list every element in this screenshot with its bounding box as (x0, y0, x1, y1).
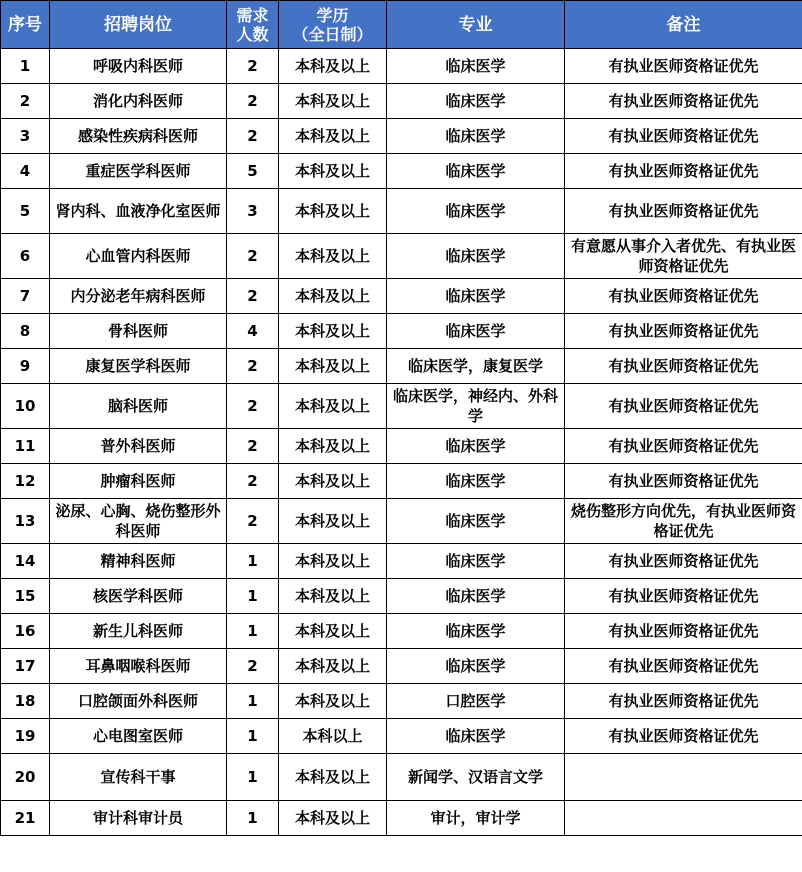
cell-position: 消化内科医师 (50, 84, 227, 119)
cell-education: 本科及以上 (279, 349, 387, 384)
cell-index: 17 (1, 649, 50, 684)
table-row (1, 119, 802, 154)
cell-notes: 有执业医师资格证优先 (565, 384, 802, 429)
table-row (1, 684, 802, 719)
cell-count: 2 (227, 349, 279, 384)
cell-notes: 有执业医师资格证优先 (565, 119, 802, 154)
table-row (1, 464, 802, 499)
cell-notes: 有执业医师资格证优先 (565, 429, 802, 464)
cell-notes: 有执业医师资格证优先 (565, 349, 802, 384)
header-education-line2: （全日制） (292, 24, 373, 44)
cell-count: 1 (227, 754, 279, 801)
table-row (1, 49, 802, 84)
cell-index: 9 (1, 349, 50, 384)
cell-major: 临床医学 (387, 614, 565, 649)
cell-position: 肾内科、血液净化室医师 (50, 189, 227, 234)
cell-education: 本科及以上 (279, 84, 387, 119)
header-education-line1: 学历 (316, 5, 349, 25)
cell-notes: 有执业医师资格证优先 (565, 279, 802, 314)
cell-major: 临床医学 (387, 119, 565, 154)
header-count-line1: 需求 (236, 5, 269, 25)
cell-major: 临床医学 (387, 84, 565, 119)
table-body (1, 49, 802, 836)
cell-index: 7 (1, 279, 50, 314)
cell-education: 本科及以上 (279, 234, 387, 279)
table-row (1, 499, 802, 544)
cell-index: 14 (1, 544, 50, 579)
cell-education: 本科及以上 (279, 649, 387, 684)
cell-position: 精神科医师 (50, 544, 227, 579)
cell-position: 康复医学科医师 (50, 349, 227, 384)
cell-notes (565, 801, 802, 836)
cell-education: 本科及以上 (279, 614, 387, 649)
header-major: 专业 (387, 1, 565, 49)
table-header (1, 1, 802, 49)
cell-major: 临床医学 (387, 314, 565, 349)
cell-count: 2 (227, 499, 279, 544)
cell-education: 本科及以上 (279, 49, 387, 84)
header-row (1, 1, 802, 49)
cell-count: 2 (227, 234, 279, 279)
cell-position: 新生儿科医师 (50, 614, 227, 649)
cell-education: 本科及以上 (279, 154, 387, 189)
header-education (279, 1, 387, 49)
cell-index: 16 (1, 614, 50, 649)
cell-education: 本科及以上 (279, 801, 387, 836)
cell-notes: 有执业医师资格证优先 (565, 684, 802, 719)
cell-notes: 有执业医师资格证优先 (565, 189, 802, 234)
cell-index: 1 (1, 49, 50, 84)
cell-count: 2 (227, 49, 279, 84)
cell-education: 本科及以上 (279, 189, 387, 234)
table-row (1, 84, 802, 119)
cell-count: 1 (227, 684, 279, 719)
cell-education: 本科及以上 (279, 544, 387, 579)
cell-index: 4 (1, 154, 50, 189)
cell-position: 心血管内科医师 (50, 234, 227, 279)
cell-position: 骨科医师 (50, 314, 227, 349)
cell-notes: 有执业医师资格证优先 (565, 49, 802, 84)
cell-notes: 有执业医师资格证优先 (565, 579, 802, 614)
cell-position: 泌尿、心胸、烧伤整形外科医师 (50, 499, 227, 544)
cell-major: 临床医学 (387, 464, 565, 499)
cell-index: 19 (1, 719, 50, 754)
cell-major: 临床医学，神经内、外科学 (387, 384, 565, 429)
table-row (1, 754, 802, 801)
cell-index: 11 (1, 429, 50, 464)
cell-index: 12 (1, 464, 50, 499)
cell-position: 脑科医师 (50, 384, 227, 429)
cell-education: 本科及以上 (279, 279, 387, 314)
table-row (1, 314, 802, 349)
cell-major: 临床医学 (387, 189, 565, 234)
table-row (1, 719, 802, 754)
cell-major: 临床医学 (387, 499, 565, 544)
cell-position: 普外科医师 (50, 429, 227, 464)
cell-count: 1 (227, 719, 279, 754)
cell-major: 临床医学 (387, 544, 565, 579)
cell-notes: 有执业医师资格证优先 (565, 464, 802, 499)
cell-count: 1 (227, 801, 279, 836)
cell-count: 2 (227, 649, 279, 684)
cell-notes (565, 754, 802, 801)
cell-education: 本科及以上 (279, 464, 387, 499)
cell-index: 10 (1, 384, 50, 429)
cell-count: 1 (227, 579, 279, 614)
table-row (1, 579, 802, 614)
cell-index: 5 (1, 189, 50, 234)
cell-education: 本科及以上 (279, 579, 387, 614)
cell-count: 2 (227, 464, 279, 499)
cell-position: 内分泌老年病科医师 (50, 279, 227, 314)
cell-index: 20 (1, 754, 50, 801)
cell-major: 临床医学 (387, 154, 565, 189)
cell-position: 耳鼻咽喉科医师 (50, 649, 227, 684)
cell-education: 本科及以上 (279, 754, 387, 801)
header-notes: 备注 (565, 1, 802, 49)
cell-major: 临床医学，康复医学 (387, 349, 565, 384)
cell-notes: 烧伤整形方向优先，有执业医师资格证优先 (565, 499, 802, 544)
table-row (1, 234, 802, 279)
cell-position: 核医学科医师 (50, 579, 227, 614)
cell-major: 新闻学、汉语言文学 (387, 754, 565, 801)
cell-index: 6 (1, 234, 50, 279)
table-row (1, 154, 802, 189)
cell-major: 口腔医学 (387, 684, 565, 719)
cell-count: 2 (227, 84, 279, 119)
cell-notes: 有执业医师资格证优先 (565, 544, 802, 579)
cell-major: 临床医学 (387, 234, 565, 279)
cell-count: 5 (227, 154, 279, 189)
cell-education: 本科及以上 (279, 314, 387, 349)
cell-position: 心电图室医师 (50, 719, 227, 754)
cell-count: 2 (227, 119, 279, 154)
header-position: 招聘岗位 (50, 1, 227, 49)
table-row (1, 429, 802, 464)
cell-notes: 有执业医师资格证优先 (565, 154, 802, 189)
header-count (227, 1, 279, 49)
cell-count: 1 (227, 544, 279, 579)
cell-index: 3 (1, 119, 50, 154)
table-row (1, 801, 802, 836)
cell-notes: 有执业医师资格证优先 (565, 84, 802, 119)
cell-education: 本科及以上 (279, 429, 387, 464)
cell-count: 2 (227, 429, 279, 464)
cell-major: 临床医学 (387, 649, 565, 684)
table-row (1, 349, 802, 384)
cell-notes: 有意愿从事介入者优先、有执业医师资格证优先 (565, 234, 802, 279)
table-row (1, 544, 802, 579)
cell-index: 13 (1, 499, 50, 544)
table-row (1, 189, 802, 234)
table-row (1, 649, 802, 684)
cell-major: 临床医学 (387, 719, 565, 754)
cell-count: 4 (227, 314, 279, 349)
cell-count: 2 (227, 384, 279, 429)
cell-position: 审计科审计员 (50, 801, 227, 836)
cell-position: 宣传科干事 (50, 754, 227, 801)
cell-notes: 有执业医师资格证优先 (565, 314, 802, 349)
cell-index: 18 (1, 684, 50, 719)
cell-count: 1 (227, 614, 279, 649)
cell-index: 15 (1, 579, 50, 614)
cell-position: 重症医学科医师 (50, 154, 227, 189)
cell-education: 本科及以上 (279, 684, 387, 719)
header-count-line2: 人数 (236, 24, 269, 44)
cell-education: 本科及以上 (279, 499, 387, 544)
cell-major: 临床医学 (387, 279, 565, 314)
table-row (1, 614, 802, 649)
cell-count: 3 (227, 189, 279, 234)
cell-major: 临床医学 (387, 429, 565, 464)
cell-major: 临床医学 (387, 579, 565, 614)
cell-position: 口腔颌面外科医师 (50, 684, 227, 719)
cell-index: 21 (1, 801, 50, 836)
cell-major: 临床医学 (387, 49, 565, 84)
cell-position: 肿瘤科医师 (50, 464, 227, 499)
cell-education: 本科及以上 (279, 119, 387, 154)
cell-notes: 有执业医师资格证优先 (565, 719, 802, 754)
cell-index: 8 (1, 314, 50, 349)
table-row (1, 279, 802, 314)
cell-education: 本科以上 (279, 719, 387, 754)
cell-education: 本科及以上 (279, 384, 387, 429)
cell-notes: 有执业医师资格证优先 (565, 649, 802, 684)
cell-position: 呼吸内科医师 (50, 49, 227, 84)
header-index: 序号 (1, 1, 50, 49)
cell-notes: 有执业医师资格证优先 (565, 614, 802, 649)
table-row (1, 384, 802, 429)
cell-position: 感染性疾病科医师 (50, 119, 227, 154)
cell-major: 审计，审计学 (387, 801, 565, 836)
cell-index: 2 (1, 84, 50, 119)
cell-count: 2 (227, 279, 279, 314)
